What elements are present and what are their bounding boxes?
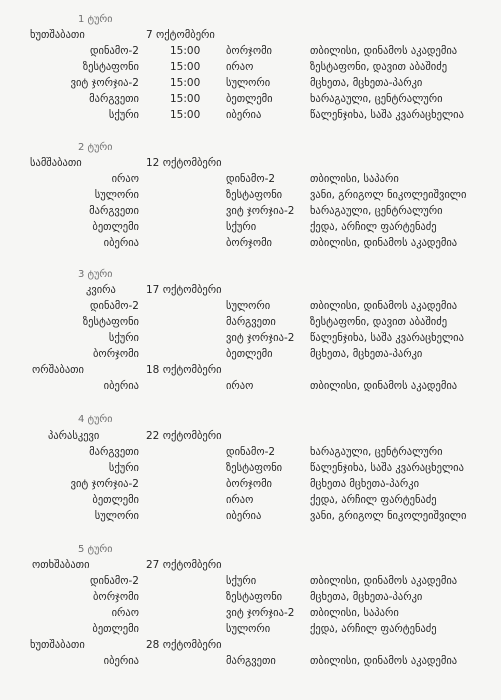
table-row (0, 59, 501, 75)
table-row (0, 653, 501, 669)
round-5-label: 5 ტური (78, 544, 113, 555)
home-team: ბორჯომი (93, 348, 139, 360)
away-team: სქური (226, 221, 257, 233)
table-row (0, 621, 501, 637)
away-team: მარგვეთი (226, 655, 276, 667)
round-4-date: 22 ოქტომბერი (146, 430, 222, 442)
table-row (0, 444, 501, 460)
venue: მცხეთა, მცხეთა-პარკი (310, 591, 423, 603)
home-team: ვიტ ჯორჯია-2 (70, 77, 139, 89)
home-team: იბერია (103, 237, 139, 249)
venue: ხარაგაული, ცენტრალური (310, 205, 443, 217)
round-5-date-line (0, 557, 501, 573)
away-team: მარგვეთი (226, 316, 276, 328)
round-4-date-line (0, 428, 501, 444)
away-team: სულორი (226, 623, 271, 635)
home-team: ბეთლემი (92, 494, 139, 506)
table-row (0, 330, 501, 346)
venue: თბილისი, საპარი (310, 607, 399, 619)
table-row (0, 219, 501, 235)
table-row (0, 346, 501, 362)
table-row (0, 203, 501, 219)
home-team: ზესტაფონი (82, 316, 139, 328)
round-3-day: კვირა (86, 284, 116, 296)
away-team: ბეთლემი (226, 348, 273, 360)
round-5-date: 27 ოქტომბერი (146, 559, 222, 571)
venue: ქედა, არჩილ ფარტენაძე (310, 494, 437, 506)
round-5-day: ოთხშაბათი (32, 559, 90, 571)
table-row (0, 589, 501, 605)
round-3-extra-date: 18 ოქტომბერი (146, 364, 222, 376)
away-team: სქური (226, 575, 257, 587)
round-5-extra-day: ხუთშაბათი (30, 639, 85, 651)
away-team: სულორი (226, 77, 271, 89)
round-4-day: პარასკევი (48, 430, 100, 442)
kickoff-time: 15:00 (170, 93, 201, 105)
home-team: სქური (108, 462, 139, 474)
home-team: ირაო (111, 173, 139, 185)
venue: ხარაგაული, ცენტრალური (310, 446, 443, 458)
away-team: ზესტაფონი (226, 189, 283, 201)
round-1-date: 7 ოქტომბერი (146, 29, 215, 41)
away-team: დინამო-2 (226, 446, 276, 458)
away-team: სულორი (226, 300, 271, 312)
home-team: ირაო (111, 607, 139, 619)
kickoff-time: 15:00 (170, 61, 201, 73)
table-row (0, 298, 501, 314)
away-team: ბორჯომი (226, 237, 272, 249)
away-team: იბერია (226, 510, 262, 522)
home-team: მარგვეთი (89, 93, 139, 105)
round-1-label: 1 ტური (78, 14, 113, 25)
table-row (0, 171, 501, 187)
venue: თბილისი, დინამოს აკადემია (310, 237, 458, 249)
round-2-date: 12 ოქტომბერი (146, 157, 222, 169)
home-team: დინამო-2 (89, 45, 139, 57)
venue: წალენჯიხა, საშა კვარაცხელია (310, 109, 464, 121)
table-row (0, 91, 501, 107)
table-row (0, 476, 501, 492)
venue: მცხეთა, მცხეთა-პარკი (310, 77, 423, 89)
round-3-date: 17 ოქტომბერი (146, 284, 222, 296)
venue: ქედა, არჩილ ფარტენაძე (310, 221, 437, 233)
venue: მცხეთა მცხეთა-პარკი (310, 478, 420, 490)
venue: თბილისი, დინამოს აკადემია (310, 575, 458, 587)
round-2-day: სამშაბათი (30, 157, 82, 169)
away-team: იბერია (226, 109, 262, 121)
table-row (0, 605, 501, 621)
round-2-label: 2 ტური (78, 142, 113, 153)
home-team: დინამო-2 (89, 575, 139, 587)
table-row (0, 187, 501, 203)
venue: თბილისი, საპარი (310, 173, 399, 185)
away-team: ირაო (226, 494, 254, 506)
round-5-extra-date: 28 ოქტომბერი (146, 639, 222, 651)
home-team: სულორი (94, 189, 139, 201)
round-3-extra-day: ორშაბათი (32, 364, 84, 376)
home-team: ბეთლემი (92, 623, 139, 635)
table-row (0, 492, 501, 508)
venue: წალენჯიხა, საშა კვარაცხელია (310, 332, 464, 344)
venue: ზესტაფონი, დავით აბაშიძე (310, 61, 448, 73)
venue: მცხეთა, მცხეთა-პარკი (310, 348, 423, 360)
table-row (0, 508, 501, 524)
venue: ზესტაფონი, დავით აბაშიძე (310, 316, 448, 328)
home-team: იბერია (103, 380, 139, 392)
away-team: ირაო (226, 61, 254, 73)
kickoff-time: 15:00 (170, 109, 201, 121)
home-team: ბორჯომი (93, 591, 139, 603)
venue: წალენჯიხა, საშა კვარაცხელია (310, 462, 464, 474)
venue: თბილისი, დინამოს აკადემია (310, 300, 458, 312)
round-3-label: 3 ტური (78, 269, 113, 280)
table-row (0, 378, 501, 394)
round-1-date-line (0, 27, 501, 43)
round-5-extra-date-line (0, 637, 501, 653)
round-2-date-line (0, 155, 501, 171)
table-row (0, 107, 501, 123)
away-team: ვიტ ჯორჯია-2 (226, 607, 295, 619)
home-team: ზესტაფონი (82, 61, 139, 73)
away-team: ზესტაფონი (226, 462, 283, 474)
round-3-date-line (0, 282, 501, 298)
kickoff-time: 15:00 (170, 45, 201, 57)
table-row (0, 75, 501, 91)
table-row (0, 43, 501, 59)
home-team: მარგვეთი (89, 446, 139, 458)
table-row (0, 460, 501, 476)
home-team: მარგვეთი (89, 205, 139, 217)
home-team: სულორი (94, 510, 139, 522)
venue: თბილისი, დინამოს აკადემია (310, 380, 458, 392)
venue: ვანი, გრიგოლ ნიკოლეიშვილი (310, 510, 467, 522)
home-team: სქური (108, 332, 139, 344)
away-team: დინამო-2 (226, 173, 276, 185)
away-team: ბორჯომი (226, 478, 272, 490)
venue: ხარაგაული, ცენტრალური (310, 93, 443, 105)
kickoff-time: 15:00 (170, 77, 201, 89)
round-1-day: ხუთშაბათი (30, 29, 85, 41)
home-team: იბერია (103, 655, 139, 667)
away-team: ბორჯომი (226, 45, 272, 57)
venue: თბილისი, დინამოს აკადემია (310, 655, 458, 667)
venue: თბილისი, დინამოს აკადემია (310, 45, 458, 57)
table-row (0, 314, 501, 330)
venue: ქედა, არჩილ ფარტენაძე (310, 623, 437, 635)
away-team: ვიტ ჯორჯია-2 (226, 205, 295, 217)
away-team: ირაო (226, 380, 254, 392)
away-team: ბეთლემი (226, 93, 273, 105)
home-team: ვიტ ჯორჯია-2 (70, 478, 139, 490)
home-team: სქური (108, 109, 139, 121)
home-team: დინამო-2 (89, 300, 139, 312)
away-team: ზესტაფონი (226, 591, 283, 603)
away-team: ვიტ ჯორჯია-2 (226, 332, 295, 344)
home-team: ბეთლემი (92, 221, 139, 233)
table-row (0, 235, 501, 251)
round-3-extra-date-line (0, 362, 501, 378)
venue: ვანი, გრიგოლ ნიკოლეიშვილი (310, 189, 467, 201)
round-4-label: 4 ტური (78, 414, 113, 425)
table-row (0, 573, 501, 589)
